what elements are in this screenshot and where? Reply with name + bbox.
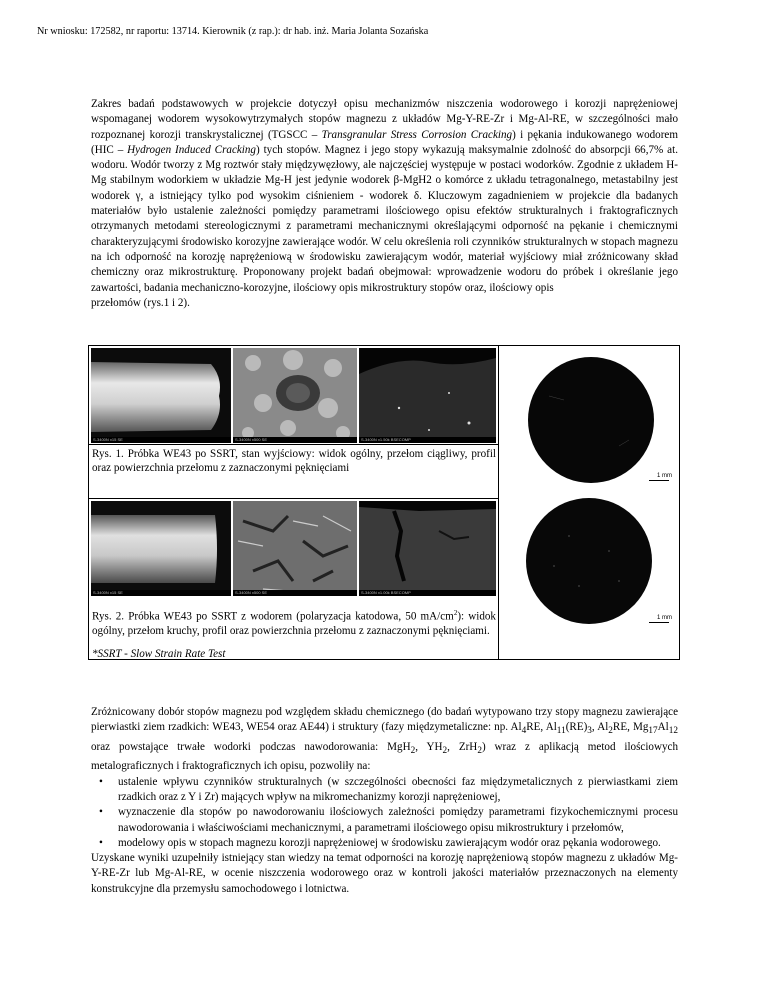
ssrt-footnote: *SSRT - Slow Strain Rate Test <box>92 648 226 660</box>
fig2-general-view-image: S-3400N x15 SE <box>91 501 231 596</box>
intro-paragraph: Zakres badań podstawowych w projekcie dotyczył opisu mechanizmów niszczenia wodorowego i korozji naprężeniowej wspomaganej wodorem wysokowytrzymałych stopów magnezu z układów Mg-Y-RE-Zr i Mg-Al-RE, w szczególności mało rozpoznanej korozji transkrystalicznej (TGSCC – Transgranular Stress Corrosion Cracking) i pękania indukowanego wodorem (HIC – Hydrogen Induced Cracking) tych stopów. Magnez i jego stopy wykazują maksymalnie zdolność do absorpcji 66,7% at. wodoru. Wodór tworzy z Mg roztwór stały międzywęzłowy, ale najczęściej występuje w postaci wodorków. Zgodnie z układem H-Mg stabilnym wodorkiem w układzie Mg-H jest jedynie wodorek β-MgH2 o komórce z układu tetragonalnego, metastabilny jest wodorek γ, a istniejący tylko pod wysokim ciśnieniem - wodorek δ. Kluczowym zagadnieniem w projekcie dla badanych materiałów było ustalenie zależności pomiędzy parametrami ilościowego opisu efektów strukturalnych i fraktograficznych otrzymanych metodami stereologicznymi z parametrami mechanicznymi określającymi odporność na pękanie i chemicznymi charakteryzującymi środowisko korozyjne zawierające wodór. W celu określenia roli czynników strukturalnych w stopach magnezu na ich odporność na korozję naprężeniową w środowisku zawierającym wodór, materiał wyjściowy miał zróżnicowany skład chemiczny oraz mikrostrukturę. Proponowany projekt badań obejmował: wprowadzenie wodoru do próbek i określanie jego zawartości, badania mechaniczno-korozyjne, ilościowy opis mikrostruktury stopów oraz, ilościowy opis przełomów (rys.1 i 2). <box>91 98 678 309</box>
fig2-caption: Rys. 2. Próbka WE43 po SSRT z wodorem (polaryzacja katodowa, 50 $mA/cm^2$): widok ogólny, przełom kruchy, profil oraz powierzchnia przełomu z zaznaczonymi pęknięciami. <box>92 609 496 638</box>
goals-list <box>91 775 678 851</box>
fig1-profile-image: S-3400N x1.50k BSECOMP <box>359 348 496 443</box>
alloy-selection-text: Zróżnicowany dobór stopów magnezu pod względem składu chemicznego (do badań wytypowano trzy stopy magnezu zawierające pierwiastki ziem rzadkich: WE43, WE54 oraz AE44) i struktury (fazy międzymetaliczne: np. $Al_4RE$, $Al_{11}(RE)_3$, $Al_2RE$, $Mg_{17}Al_{12}$ oraz powstające trwałe wodorki podczas nawodorowania: MgH$_2$, $YH_2$, ZrH$_2$) wraz z aplikacją metod ilościowych metalograficznych i fraktograficznych ich opisu, pozwoliły na: <box>91 706 679 773</box>
fig2-scale-label: 1 mm <box>657 615 672 621</box>
second-paragraph <box>91 705 678 897</box>
fig2-profile-image: S-3400N x1.00k BSECOMP <box>359 501 496 596</box>
page-header: Nr wniosku: 172582, nr raportu: 13714. Kierownik (z rap.): dr hab. inż. Maria Jolanta Sozańska <box>37 26 429 37</box>
figure-table <box>88 345 680 660</box>
fig1-ductile-fracture-image: S-3400N x500 SE <box>233 348 357 443</box>
fig2-brittle-fracture-image: S-3400N x500 SE <box>233 501 357 596</box>
conclusion-text: Uzyskane wyniki uzupełniły istniejący stan wiedzy na temat odporności na korozję naprężeniową stopów magnezu z układów Mg-Y-RE-Zr lub Mg-Al-RE, w ocenie niszczenia wodorowego oraz w kontroli jakości materiałów przeznaczonych na elementy konstrukcyjne dla przemysłu samochodowego i lotnictwa. <box>91 852 678 895</box>
fig1-scale-label: 1 mm <box>657 473 672 479</box>
fig2-fracture-surface-image <box>509 496 674 631</box>
list-item: • wyznaczenie dla stopów po nawodorowaniu ilościowych zależności pomiędzy parametrami fizykochemicznymi procesu nawodorowania i właściwościami mechanicznymi, a parametrami ilościowego opisu mikrostruktury i przełomów, <box>118 805 678 836</box>
fig1-fracture-surface-image <box>509 356 674 488</box>
list-item: • modelowy opis w stopach magnezu korozji naprężeniowej w środowisku zawierającym wodór oraz pękania wodorowego. <box>118 836 678 851</box>
fig1-caption: Rys. 1. Próbka WE43 po SSRT, stan wyjściowy: widok ogólny, przełom ciągliwy, profil oraz powierzchnia przełomu z zaznaczonymi pęknięciami <box>92 448 496 475</box>
fig1-general-view-image: S-3400N x15 SE <box>91 348 231 443</box>
list-item: • ustalenie wpływu czynników strukturalnych (w szczególności obecności faz międzymetalicznych z pierwiastkami ziem rzadkich oraz z Y i Zr) mających wpływ na mikromechanizmy korozji naprężeniowej, <box>118 775 678 806</box>
